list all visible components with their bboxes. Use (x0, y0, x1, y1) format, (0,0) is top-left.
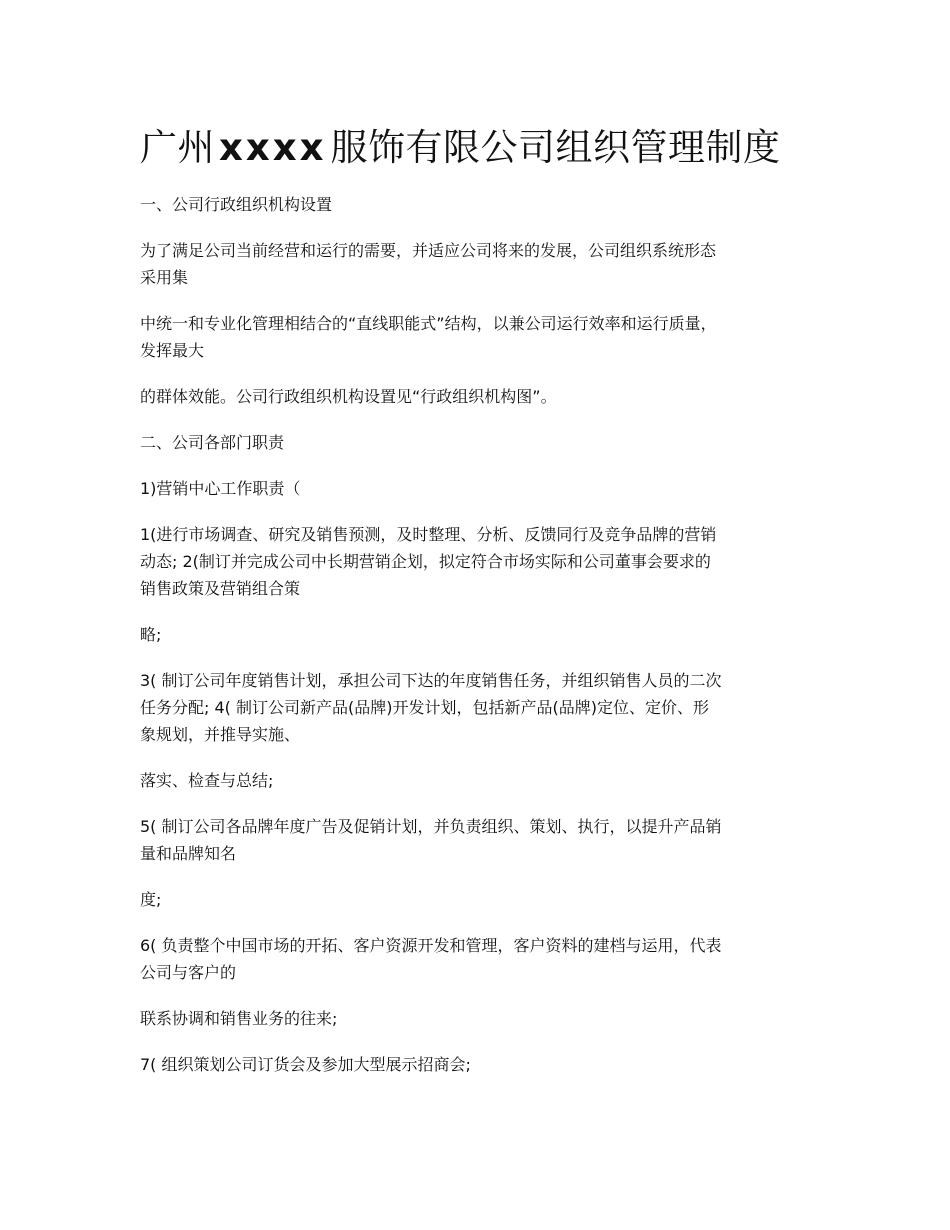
text-line: 5( 制订公司各品牌年度广告及促销计划，并负责组织、策划、执行，以提升产品销 (140, 817, 722, 836)
text-line: 二、公司各部门职责 (140, 433, 285, 452)
section-heading (140, 429, 812, 456)
text-line: 象规划，并推导实施、 (140, 725, 301, 744)
text-line: 任务分配; 4( 制订公司新产品(品牌)开发计划，包括新产品(品牌)定位、定价、形 (140, 698, 709, 717)
document-title (140, 120, 780, 176)
text-line: 度; (140, 890, 162, 909)
text-line: 中统一和专业化管理相结合的“直线职能式”结构，以兼公司运行效率和运行质量， (140, 314, 717, 333)
text-line: 1)营销中心工作职责（ (140, 479, 301, 498)
paragraph (140, 621, 812, 648)
paragraph (140, 767, 812, 794)
text-line: 一、公司行政组织机构设置 (140, 195, 333, 214)
text-line: 发挥最大 (140, 341, 205, 360)
title-placeholder: xxxx (219, 126, 327, 169)
title-suffix: 服饰有限公司组织管理制度 (330, 126, 781, 169)
subsection-heading (140, 475, 812, 502)
paragraph (140, 383, 812, 410)
text-line: 联系协调和销售业务的往来; (140, 1009, 338, 1028)
text-line: 落实、检查与总结; (140, 771, 274, 790)
text-line: 7( 组织策划公司订货会及参加大型展示招商会; (140, 1055, 471, 1074)
section-heading (140, 191, 812, 218)
paragraph (140, 886, 812, 913)
text-line: 的群体效能。公司行政组织机构设置见“行政组织机构图”。 (140, 387, 557, 406)
text-line: 3( 制订公司年度销售计划，承担公司下达的年度销售任务，并组织销售人员的二次 (140, 671, 722, 690)
paragraph (140, 813, 812, 867)
text-line: 销售政策及营销组合策 (140, 579, 301, 598)
text-line: 量和品牌知名 (140, 844, 237, 863)
paragraph (140, 932, 812, 986)
paragraph (140, 1051, 812, 1078)
paragraph (140, 667, 812, 748)
paragraph (140, 1005, 812, 1032)
paragraph (140, 310, 812, 364)
paragraph (140, 237, 812, 291)
text-line: 动态; 2(制订并完成公司中长期营销企划，拟定符合市场实际和公司董事会要求的 (140, 552, 711, 571)
text-line: 6( 负责整个中国市场的开拓、客户资源开发和管理，客户资料的建档与运用，代表 (140, 936, 722, 955)
document-page (140, 0, 815, 1230)
text-line: 采用集 (140, 268, 189, 287)
title-prefix: 广州 (140, 126, 215, 169)
text-line: 为了满足公司当前经营和运行的需要，并适应公司将来的发展，公司组织系统形态 (140, 241, 717, 260)
text-line: 1(进行市场调查、研究及销售预测，及时整理、分析、反馈同行及竞争品牌的营销 (140, 525, 717, 544)
paragraph (140, 521, 812, 602)
text-line: 略; (140, 625, 162, 644)
text-line: 公司与客户的 (140, 963, 237, 982)
